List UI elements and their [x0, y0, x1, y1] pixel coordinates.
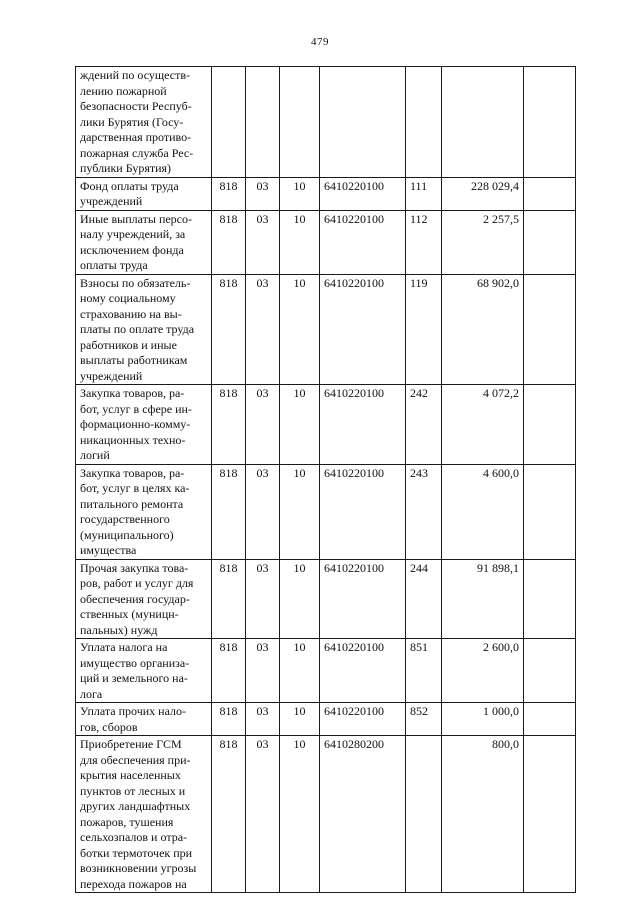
rz-cell: 03 [246, 464, 280, 559]
empty-cell [524, 210, 576, 274]
ved-cell: 818 [212, 177, 246, 210]
table-row [76, 639, 576, 703]
vr-cell [406, 736, 442, 893]
vr-cell: 243 [406, 464, 442, 559]
pr-cell: 10 [280, 385, 320, 465]
vr-cell: 244 [406, 559, 442, 639]
csr-cell: 6410280200 [320, 736, 406, 893]
csr-cell: 6410220100 [320, 703, 406, 736]
vr-cell: 851 [406, 639, 442, 703]
rz-cell: 03 [246, 385, 280, 465]
budget-table [75, 66, 576, 893]
ved-cell: 818 [212, 639, 246, 703]
row-name-cell: ждений по осуществ- лению пожарной безопасности Респуб- лики Бурятия (Госу- дарственная противо- пожарная служба Рес- публики Бурятия) [76, 67, 212, 178]
csr-cell: 6410220100 [320, 177, 406, 210]
sum-cell [442, 67, 524, 178]
table-row [76, 210, 576, 274]
sum-cell: 800,0 [442, 736, 524, 893]
csr-cell [320, 67, 406, 178]
pr-cell: 10 [280, 736, 320, 893]
empty-cell [524, 177, 576, 210]
table-row [76, 559, 576, 639]
rz-cell [246, 67, 280, 178]
row-name-cell: Закупка товаров, ра- бот, услуг в сфере ин- формационно-комму- никационных техно- логий [76, 385, 212, 465]
ved-cell: 818 [212, 559, 246, 639]
row-name-cell: Закупка товаров, ра- бот, услуг в целях ка- питального ремонта государственного (муниципального) имущества [76, 464, 212, 559]
table-row [76, 274, 576, 385]
pr-cell: 10 [280, 559, 320, 639]
row-name-cell: Взносы по обязатель- ному социальному страхованию на вы- платы по оплате труда работников и иные выплаты работникам учреждений [76, 274, 212, 385]
rz-cell: 03 [246, 639, 280, 703]
vr-cell [406, 67, 442, 178]
pr-cell: 10 [280, 210, 320, 274]
row-name-cell: Уплата прочих нало- гов, сборов [76, 703, 212, 736]
rz-cell: 03 [246, 274, 280, 385]
sum-cell: 1 000,0 [442, 703, 524, 736]
sum-cell: 2 257,5 [442, 210, 524, 274]
empty-cell [524, 464, 576, 559]
empty-cell [524, 274, 576, 385]
pr-cell: 10 [280, 703, 320, 736]
ved-cell: 818 [212, 703, 246, 736]
empty-cell [524, 559, 576, 639]
pr-cell [280, 67, 320, 178]
table-row [76, 736, 576, 893]
csr-cell: 6410220100 [320, 210, 406, 274]
sum-cell: 68 902,0 [442, 274, 524, 385]
empty-cell [524, 703, 576, 736]
vr-cell: 852 [406, 703, 442, 736]
csr-cell: 6410220100 [320, 559, 406, 639]
vr-cell: 242 [406, 385, 442, 465]
empty-cell [524, 67, 576, 178]
ved-cell: 818 [212, 210, 246, 274]
page-number: 479 [311, 36, 329, 48]
rz-cell: 03 [246, 210, 280, 274]
vr-cell: 119 [406, 274, 442, 385]
row-name-cell: Прочая закупка това- ров, работ и услуг для обеспечения государ- ственных (муницн- пальных) нужд [76, 559, 212, 639]
csr-cell: 6410220100 [320, 639, 406, 703]
ved-cell: 818 [212, 736, 246, 893]
csr-cell: 6410220100 [320, 385, 406, 465]
empty-cell [524, 639, 576, 703]
sum-cell: 4 072,2 [442, 385, 524, 465]
pr-cell: 10 [280, 639, 320, 703]
ved-cell [212, 67, 246, 178]
table-row [76, 177, 576, 210]
sum-cell: 4 600,0 [442, 464, 524, 559]
csr-cell: 6410220100 [320, 464, 406, 559]
table-row [76, 464, 576, 559]
rz-cell: 03 [246, 736, 280, 893]
pr-cell: 10 [280, 464, 320, 559]
sum-cell: 91 898,1 [442, 559, 524, 639]
pr-cell: 10 [280, 274, 320, 385]
row-name-cell: Приобретение ГСМ для обеспечения при- крытия населенных пунктов от лесных и других ландшафтных пожаров, тушения сельхозпалов и отра- ботки термоточек при возникновении угрозы перехода пожаров на [76, 736, 212, 893]
rz-cell: 03 [246, 703, 280, 736]
vr-cell: 112 [406, 210, 442, 274]
pr-cell: 10 [280, 177, 320, 210]
sum-cell: 228 029,4 [442, 177, 524, 210]
empty-cell [524, 736, 576, 893]
rz-cell: 03 [246, 177, 280, 210]
sum-cell: 2 600,0 [442, 639, 524, 703]
table-row [76, 703, 576, 736]
rz-cell: 03 [246, 559, 280, 639]
row-name-cell: Фонд оплаты труда учреждений [76, 177, 212, 210]
table-row [76, 67, 576, 178]
ved-cell: 818 [212, 385, 246, 465]
table-row [76, 385, 576, 465]
ved-cell: 818 [212, 464, 246, 559]
csr-cell: 6410220100 [320, 274, 406, 385]
row-name-cell: Иные выплаты персо- налу учреждений, за исключением фонда оплаты труда [76, 210, 212, 274]
vr-cell: 111 [406, 177, 442, 210]
row-name-cell: Уплата налога на имущество организа- ций и земельного на- лога [76, 639, 212, 703]
empty-cell [524, 385, 576, 465]
ved-cell: 818 [212, 274, 246, 385]
